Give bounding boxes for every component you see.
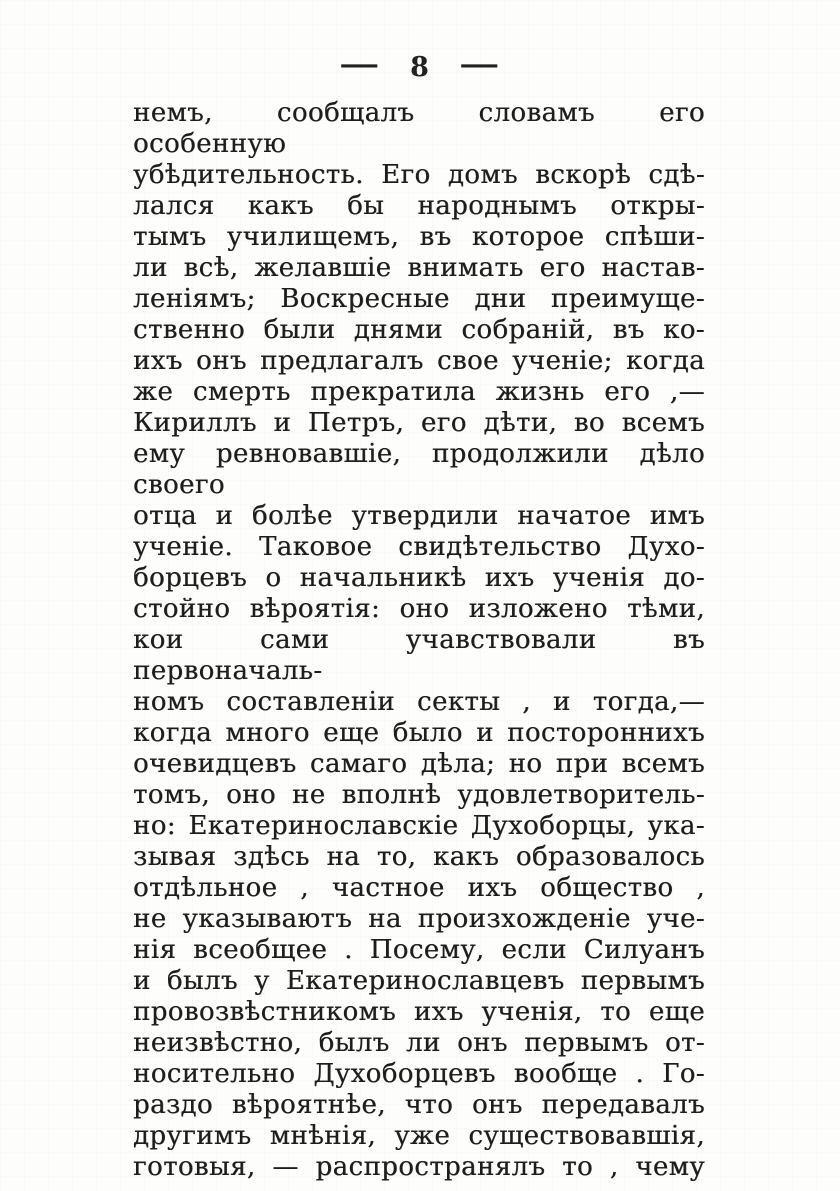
text-line: же смерть прекратила жизнь его ,—	[133, 377, 705, 407]
text-line: другимъ мнѣнія, уже существовавшія,	[133, 1121, 705, 1151]
text-line: ственно были днями собраній, въ ко-	[133, 315, 705, 345]
text-line: борцевъ о начальникѣ ихъ ученія до-	[133, 563, 705, 593]
text-line: тымъ училищемъ, въ которое спѣши-	[133, 222, 705, 252]
header-dash-left: —	[338, 49, 381, 80]
text-line: ихъ онъ предлагалъ свое ученіе; когда	[133, 346, 705, 376]
text-line: и былъ у Екатеринославцевъ первымъ	[133, 966, 705, 996]
text-line: ему ревновавшіе, продолжили дѣло своего	[133, 439, 705, 500]
text-line: леніямъ; Воскресные дни преимуще-	[133, 284, 705, 314]
text-line: нія всеобщее . Посему, если Силуанъ	[133, 935, 705, 965]
text-line: стойно вѣроятія: оно изложено тѣми,	[133, 594, 705, 624]
text-line: неизвѣстно, былъ ли онъ первымъ от-	[133, 1028, 705, 1058]
body-text-block	[133, 98, 705, 1183]
text-line: раздо вѣроятнѣе, что онъ передавалъ	[133, 1090, 705, 1120]
text-line: но: Екатеринославскіе Духоборцы, ука-	[133, 811, 705, 841]
text-line: готовыя, — распространялъ то , чему	[133, 1152, 705, 1182]
text-line: когда много еще было и постороннихъ	[133, 718, 705, 748]
text-line: томъ, оно не вполнѣ удовлетворитель-	[133, 780, 705, 810]
text-line: ученіе. Таковое свидѣтельство Духо-	[133, 532, 705, 562]
text-line: кои сами учавствовали въ первоначаль-	[133, 625, 705, 686]
text-line: провозвѣстникомъ ихъ ученія, то еще	[133, 997, 705, 1027]
text-line: отца и болѣе утвердили начатое имъ	[133, 501, 705, 531]
text-line: зывая здѣсь на то, какъ образовалось	[133, 842, 705, 872]
text-line: носительно Духоборцевъ вообще . Го-	[133, 1059, 705, 1089]
page-number: 8	[410, 52, 430, 83]
text-line: Кириллъ и Петръ, его дѣти, во всемъ	[133, 408, 705, 438]
text-line: ли всѣ, желавшіе внимать его настав-	[133, 253, 705, 283]
text-line: отдѣльное , частное ихъ общество ,	[133, 873, 705, 903]
text-line: очевидцевъ самаго дѣла; но при всемъ	[133, 749, 705, 779]
text-line: номъ составленіи секты , и тогда,—	[133, 687, 705, 717]
header-dash-right: —	[459, 49, 502, 80]
text-line: убѣдительность. Его домъ вскорѣ сдѣ-	[133, 160, 705, 190]
text-line: лался какъ бы народнымъ откры-	[133, 191, 705, 221]
text-line: немъ, сообщалъ словамъ его особенную	[133, 98, 705, 159]
page-header	[0, 49, 840, 83]
text-line: не указываютъ на произхожденіе уче-	[133, 904, 705, 934]
